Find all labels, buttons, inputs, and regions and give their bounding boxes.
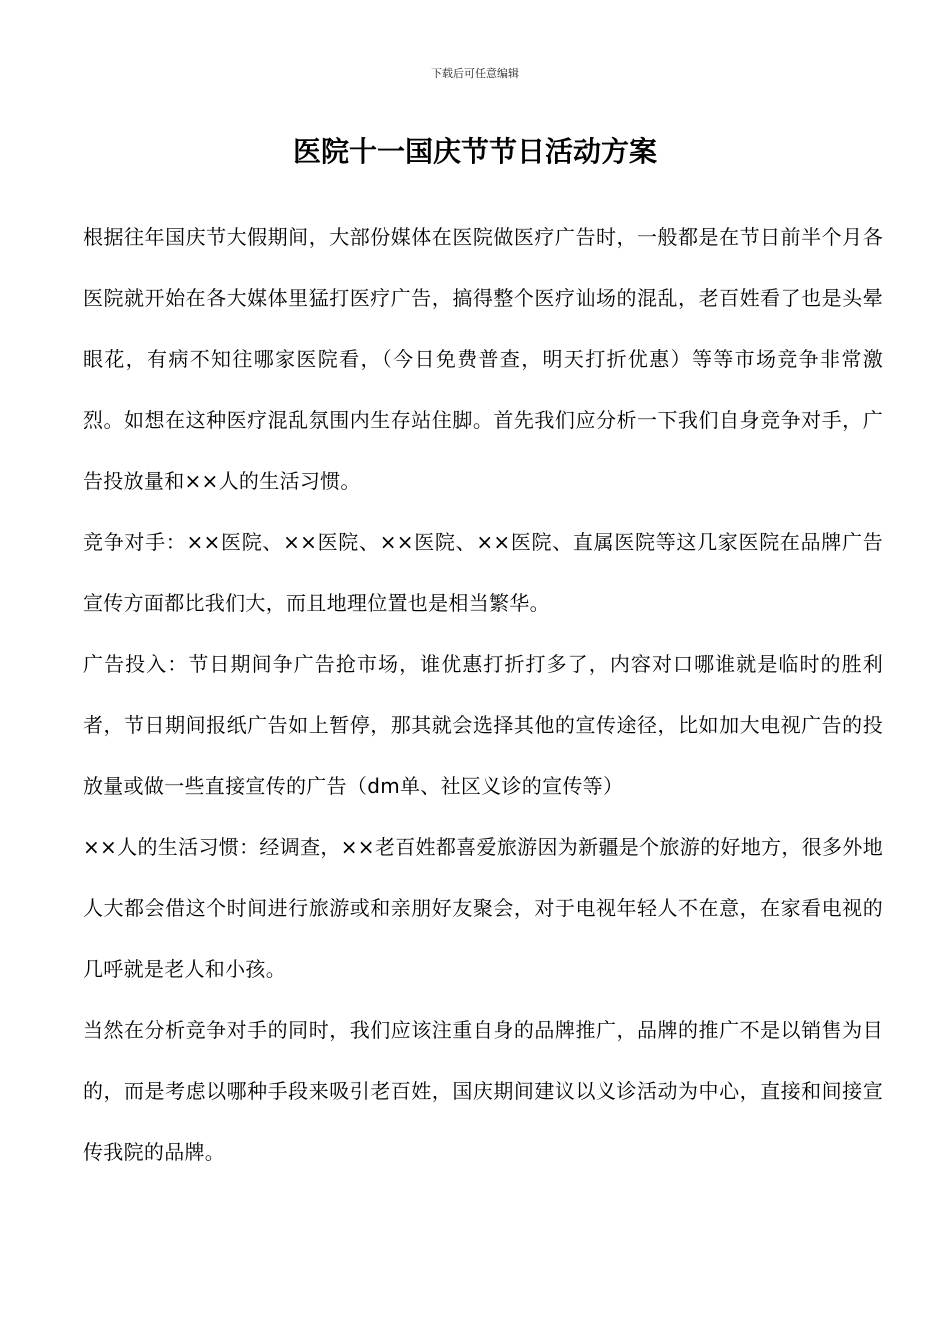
document-title: 医院十一国庆节节日活动方案 — [292, 135, 657, 168]
document-body — [83, 207, 883, 1183]
paragraph-ad-investment: 广告投入：节日期间争广告抢市场，谁优惠打折打多了，内容对口哪谁就是临时的胜利者，节日期间报纸广告如上暂停，那其就会选择其他的宣传途径，比如加大电视广告的投放量或做一些直接宣传的广告（dm单、社区义诊的宣传等） — [83, 652, 883, 798]
paragraph-competitors: 竞争对手：××医院、××医院、××医院、××医院、直属医院等这几家医院在品牌广告宣传方面都比我们大，而且地理位置也是相当繁华。 — [83, 530, 883, 615]
paragraph-living-habits: ××人的生活习惯：经调查，××老百姓都喜爱旅游因为新疆是个旅游的好地方，很多外地人大都会借这个时间进行旅游或和亲朋好友聚会，对于电视年轻人不在意，在家看电视的几呼就是老人和小孩。 — [83, 835, 883, 981]
paragraph-intro: 根据往年国庆节大假期间，大部份媒体在医院做医疗广告时，一般都是在节日前半个月各医院就开始在各大媒体里猛打医疗广告，搞得整个医疗讪场的混乱，老百姓看了也是头晕眼花，有病不知往哪家医院看，（今日免费普查，明天打折优惠）等等市场竞争非常激烈。如想在这种医疗混乱氛围内生存站住脚。首先我们应分析一下我们自身竞争对手，广告投放量和××人的生活习惯。 — [83, 225, 883, 493]
header-note: 下载后可任意编辑 — [431, 67, 519, 80]
paragraph-brand-promotion: 当然在分析竞争对手的同时，我们应该注重自身的品牌推广，品牌的推广不是以销售为目的，而是考虑以哪种手段来吸引老百姓，国庆期间建议以义诊活动为中心，直接和间接宣传我院的品牌。 — [83, 1018, 883, 1164]
